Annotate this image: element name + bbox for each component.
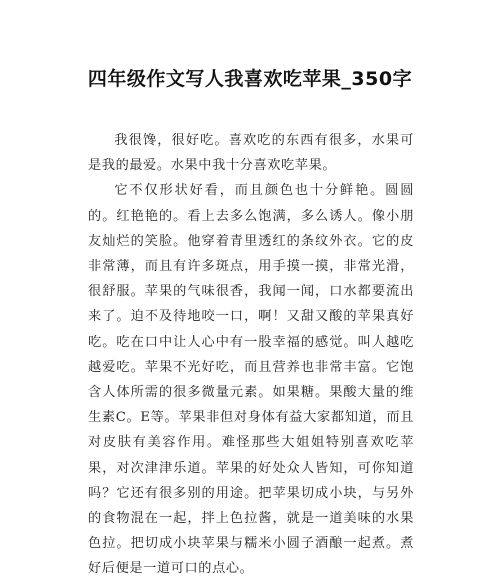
document-body <box>88 128 414 582</box>
paragraph-intro: 我很馋，很好吃。喜欢吃的东西有很多，水果可是我的最爱。水果中我十分喜欢吃苹果。 <box>88 133 414 174</box>
paragraph-main: 它不仅形状好看，而且颜色也十分鲜艳。圆圆的。红艳艳的。看上去多么饱满，多么诱人。像小朋友灿烂的笑脸。他穿着青里透红的条纹外衣。它的皮非常薄，而且有许多斑点，用手摸一摸，非常光滑，很舒服。苹果的气味很香，我闻一闻，口水都要流出来了。迫不及待地咬一口，啊！又甜又酸的苹果真好吃。吃在口中让人心中有一股幸福的感觉。叫人越吃越爱吃。苹果不光好吃，而且营养也非常丰富。它饱含人体所需的很多微量元素。如果糖。果酸大量的维生素C。E等。苹果非但对身体有益大家都知道，而且对皮肤有美容作用。难怪那些大姐姐特别喜欢吃苹果，对次津津乐道。苹果的好处众人皆知，可你知道吗？它还有很多别的用途。把苹果切成小块，与另外的食物混在一起，拌上色拉酱，就是一道美味的水果色拉。把切成小块苹果与糯米小圆子酒酿一起煮。煮好后便是一道可口的点心。 <box>88 183 414 577</box>
document-title: 四年级作文写人我喜欢吃苹果_350字 <box>87 68 413 90</box>
